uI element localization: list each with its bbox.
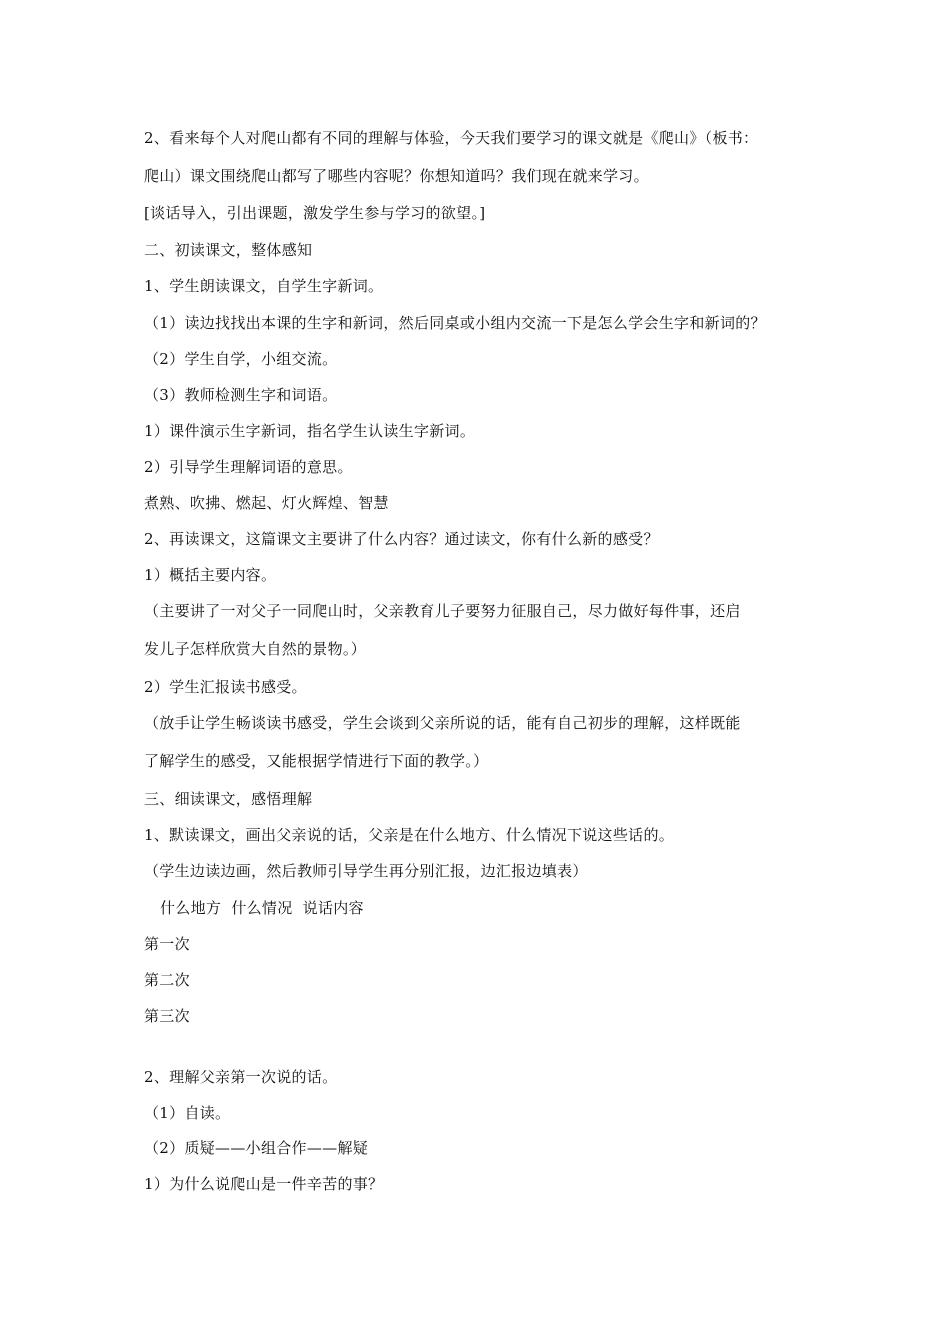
text-line: （放手让学生畅谈读书感受，学生会谈到父亲所说的话，能有自己初步的理解，这样既能 <box>144 714 741 732</box>
section-heading: 二、初读课文，整体感知 <box>144 241 313 259</box>
text-line: （1）读边找找出本课的生字和新词，然后同桌或小组内交流一下是怎么学会生字和新词的？ <box>144 314 766 332</box>
vocabulary-list: 煮熟、吹拂、燃起、灯火辉煌、智慧 <box>144 494 389 512</box>
text-line: （2）质疑——小组合作——解疑 <box>144 1139 369 1157</box>
text-line: （1）自读。 <box>144 1104 231 1122</box>
text-line: [谈话导入，引出课题，激发学生参与学习的欲望。] <box>144 204 486 222</box>
table-header: 什么地方 什么情况 说话内容 <box>160 899 364 917</box>
text-line: 1）课件演示生字新词，指名学生认读生字新词。 <box>144 422 476 440</box>
text-line: 2、再读课文，这篇课文主要讲了什么内容？通过读文，你有什么新的感受？ <box>144 530 659 548</box>
text-line: （2）学生自学，小组交流。 <box>144 350 338 368</box>
text-line: 了解学生的感受，又能根据学情进行下面的教学。） <box>144 752 489 770</box>
table-row-label: 第三次 <box>144 1007 190 1025</box>
text-line: 1、默读课文，画出父亲说的话，父亲是在什么地方、什么情况下说这些话的。 <box>144 826 675 844</box>
section-heading: 三、细读课文，感悟理解 <box>144 790 313 808</box>
text-line: 2、理解父亲第一次说的话。 <box>144 1068 338 1086</box>
text-line: （学生边读边画，然后教师引导学生再分别汇报，边汇报边填表） <box>144 862 588 880</box>
text-line: （主要讲了一对父子一同爬山时，父亲教育儿子要努力征服自己，尽力做好每件事，还启 <box>144 602 741 620</box>
text-line: （3）教师检测生字和词语。 <box>144 386 338 404</box>
text-line: 2）学生汇报读书感受。 <box>144 678 307 696</box>
text-line: 1、学生朗读课文，自学生字新词。 <box>144 277 384 295</box>
text-line: 发儿子怎样欣赏大自然的景物。） <box>144 640 367 658</box>
table-row-label: 第二次 <box>144 971 190 989</box>
text-line: 1）概括主要内容。 <box>144 566 277 584</box>
table-row-label: 第一次 <box>144 935 190 953</box>
text-line: 2、看来每个人对爬山都有不同的理解与体验，今天我们要学习的课文就是《爬山》（板书： <box>144 129 759 147</box>
text-line: 1）为什么说爬山是一件辛苦的事？ <box>144 1175 384 1193</box>
text-line: 2）引导学生理解词语的意思。 <box>144 458 353 476</box>
text-line: 爬山）课文围绕爬山都写了哪些内容呢？你想知道吗？我们现在就来学习。 <box>144 167 649 185</box>
